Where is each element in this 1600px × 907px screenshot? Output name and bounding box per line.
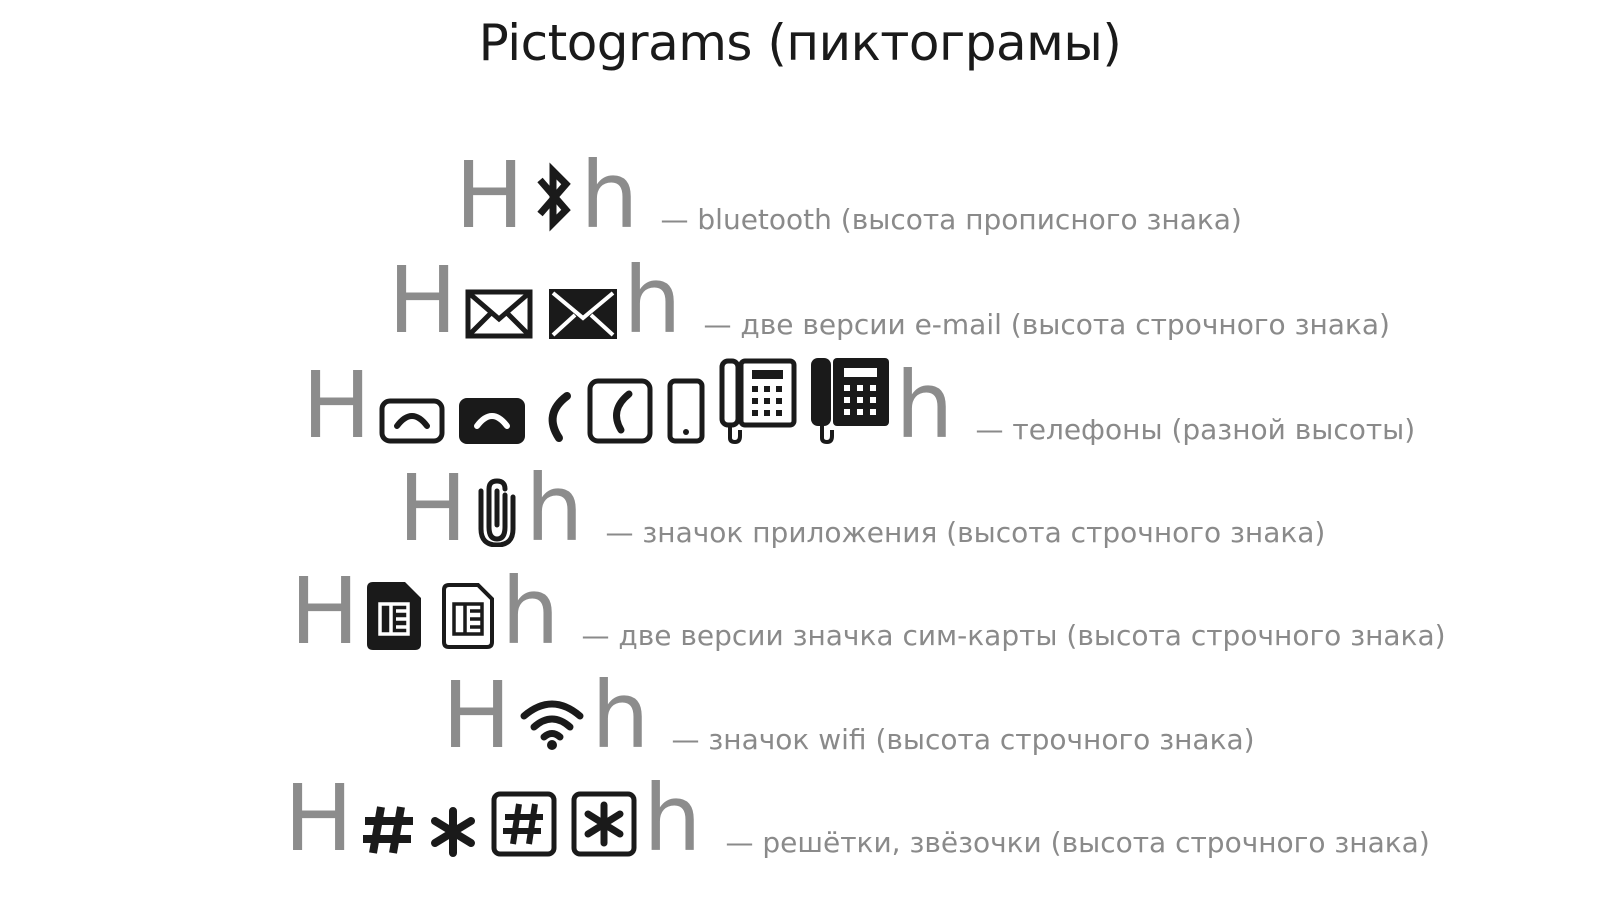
row-wifi — [442, 662, 1255, 769]
row-description: — значок приложения (высота строчного знака) — [605, 516, 1326, 549]
phone-handset-square-icon — [587, 378, 653, 444]
row-email — [388, 247, 1390, 354]
hash-icon — [361, 803, 415, 857]
capital-h: H — [388, 247, 458, 354]
row-description: — телефоны (разной высоты) — [975, 413, 1416, 446]
asterisk-box-icon — [571, 791, 637, 857]
capital-h: H — [442, 662, 512, 769]
lowercase-h: h — [623, 247, 682, 354]
row-description: — две версии значка сим-карты (высота строчного знака) — [581, 619, 1446, 652]
hash-box-icon — [491, 791, 557, 857]
lowercase-h: h — [895, 352, 954, 459]
mobile-phone-icon — [667, 378, 705, 444]
capital-h: H — [455, 142, 525, 249]
lowercase-h: h — [501, 558, 560, 665]
capital-h: H — [302, 352, 372, 459]
row-description: — две версии e-mail (высота строчного знака) — [703, 308, 1390, 341]
capital-h: H — [284, 765, 354, 872]
lowercase-h: h — [580, 142, 639, 249]
desk-phone-filled-icon — [811, 358, 889, 444]
row-description: — решётки, звёзочки (высота строчного знака) — [725, 826, 1430, 859]
paperclip-icon — [475, 475, 519, 547]
sim-card-outline-icon — [441, 582, 495, 650]
bluetooth-icon — [532, 160, 574, 234]
wifi-icon — [519, 698, 585, 750]
envelope-outline-icon — [465, 289, 533, 339]
row-description: — значок wifi (высота строчного знака) — [671, 723, 1255, 756]
envelope-filled-icon — [549, 289, 617, 339]
page-title: Pictograms (пиктограмы) — [478, 14, 1122, 72]
sim-card-filled-icon — [367, 582, 421, 650]
capital-h: H — [398, 455, 468, 562]
desk-phone-outline-icon — [719, 358, 797, 444]
row-phones — [302, 352, 1416, 459]
lowercase-h: h — [591, 662, 650, 769]
row-bluetooth — [455, 142, 1242, 249]
phone-handset-filled-box-icon — [459, 398, 525, 444]
row-description: — bluetooth (высота прописного знака) — [660, 203, 1242, 236]
lowercase-h: h — [525, 455, 584, 562]
row-sim — [290, 558, 1446, 665]
phone-handset-outline-box-icon — [379, 398, 445, 444]
lowercase-h: h — [643, 765, 702, 872]
asterisk-icon — [429, 807, 477, 857]
phone-handset-icon — [539, 390, 573, 444]
row-hash-asterisk — [284, 765, 1430, 872]
capital-h: H — [290, 558, 360, 665]
row-attachment — [398, 455, 1326, 562]
